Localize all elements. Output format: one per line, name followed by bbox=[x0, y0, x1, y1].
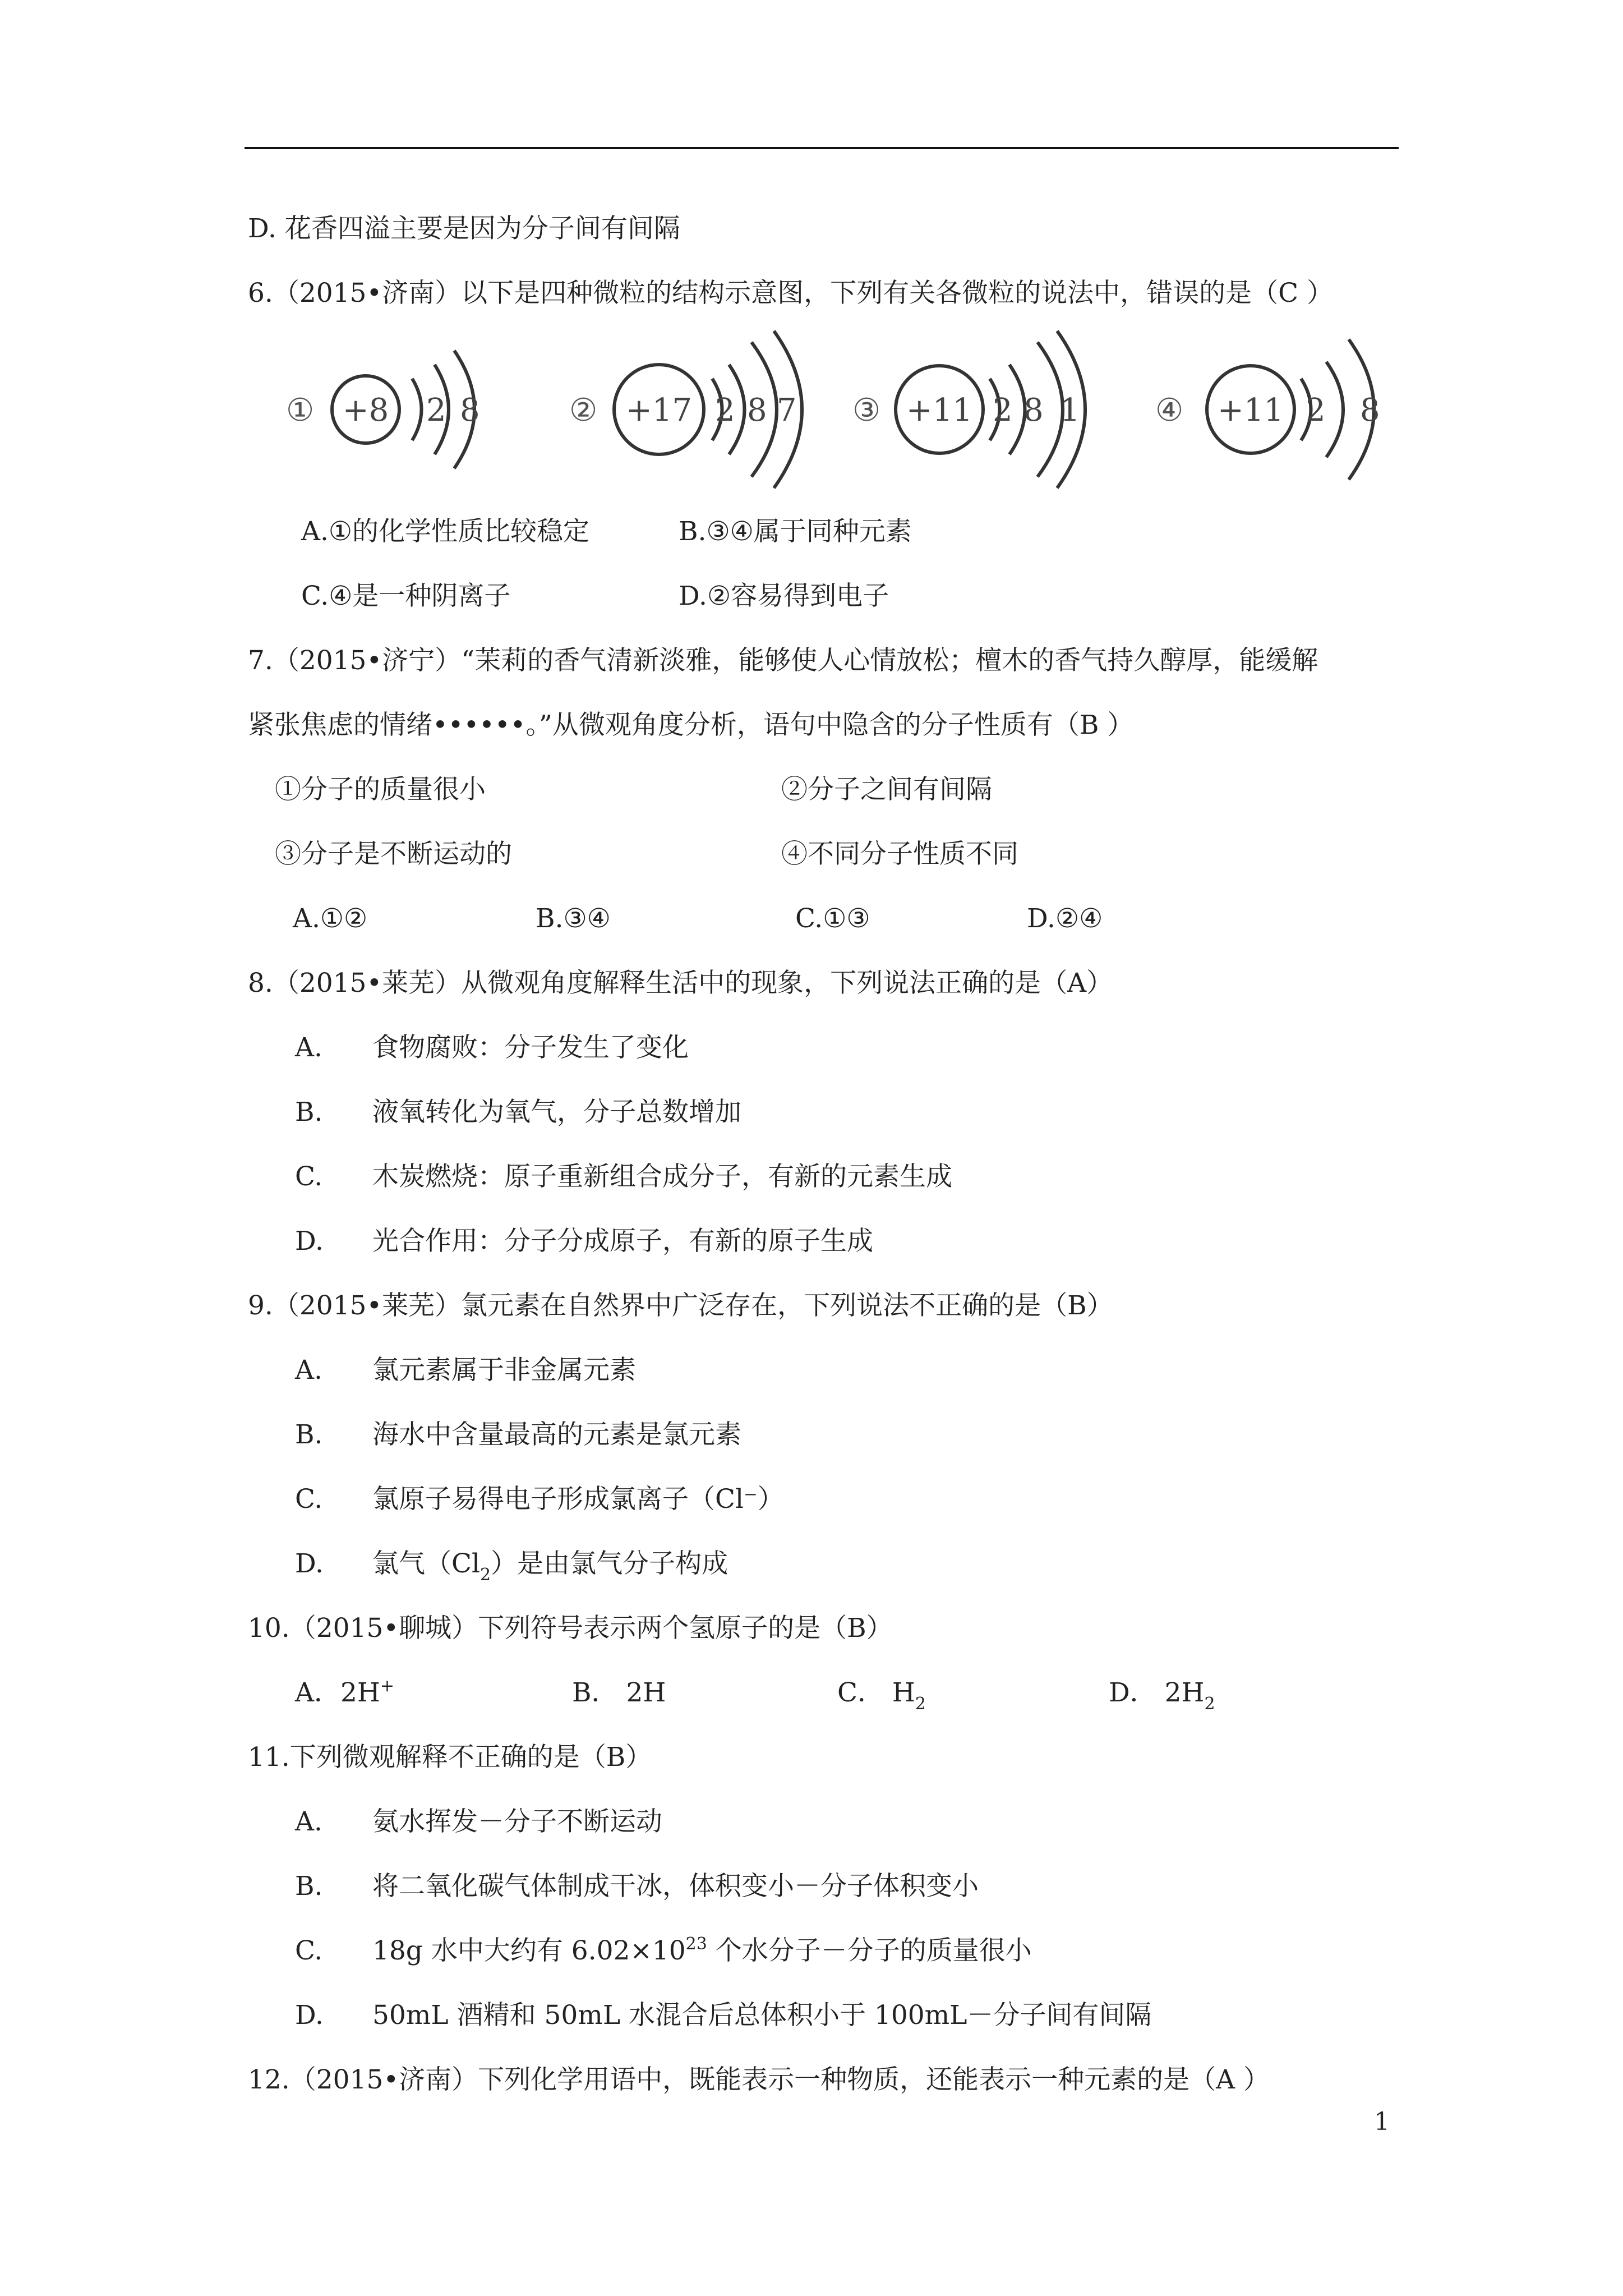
q9-option-b-text: 海水中含量最高的元素是氯元素 bbox=[372, 1419, 741, 1450]
q10-option-b: B． 2H bbox=[572, 1677, 666, 1708]
q8-option-b-letter: B. bbox=[295, 1097, 323, 1128]
shell-electrons: 8 bbox=[747, 392, 767, 429]
q10-option-d: D． $2H_2$ bbox=[1109, 1677, 1215, 1714]
shell-electrons: 2 bbox=[993, 392, 1013, 429]
particle-label: ③ bbox=[852, 392, 881, 429]
shell-electrons: 2 bbox=[426, 392, 446, 429]
q6-option-c: C.④是一种阴离子 bbox=[301, 581, 511, 611]
q11-option-d-letter: D. bbox=[295, 2000, 324, 2031]
q8-option-d-text: 光合作用：分子分成原子，有新的原子生成 bbox=[372, 1226, 873, 1257]
shell-electrons: 8 bbox=[460, 392, 480, 429]
atomic-structure-diagrams bbox=[286, 320, 1413, 494]
q6-stem: 6.（2015•济南）以下是四种微粒的结构示意图，下列有关各微粒的说法中，错误的是（C ） bbox=[248, 278, 1334, 309]
q7-item-4: ④不同分子性质不同 bbox=[781, 839, 1018, 869]
q7-stem-line-2: 紧张焦虑的情绪••••••。”从微观角度分析，语句中隐含的分子性质有（B ） bbox=[248, 710, 1134, 740]
q7-item-1: ①分子的质量很小 bbox=[275, 774, 486, 805]
page-number: 1 bbox=[1374, 2108, 1390, 2136]
q8-option-d-letter: D. bbox=[295, 1226, 324, 1257]
q9-option-a-text: 氯元素属于非金属元素 bbox=[372, 1355, 636, 1386]
q11-option-a-text: 氨水挥发－分子不断运动 bbox=[372, 1806, 662, 1837]
nucleus-charge: +11 bbox=[906, 392, 973, 429]
q11-option-b-letter: B. bbox=[295, 1871, 323, 1902]
q6-option-a: A.①的化学性质比较稳定 bbox=[301, 516, 590, 547]
q9-option-c-letter: C. bbox=[295, 1484, 323, 1515]
q6-option-b: B.③④属于同种元素 bbox=[679, 516, 912, 547]
nucleus-charge: +8 bbox=[342, 392, 389, 429]
q11-option-a-letter: A. bbox=[295, 1806, 322, 1837]
q11-option-d-text: 50mL 酒精和 50mL 水混合后总体积小于 100mL－分子间有间隔 bbox=[372, 2000, 1152, 2031]
q7-option-b: B.③④ bbox=[536, 903, 611, 934]
q7-option-a: A.①② bbox=[293, 903, 368, 934]
q8-option-b-text: 液氧转化为氧气，分子总数增加 bbox=[372, 1097, 741, 1128]
particle-label: ① bbox=[286, 392, 315, 429]
q7-item-3: ③分子是不断运动的 bbox=[275, 839, 512, 869]
q10-option-c: C． $H_2$ bbox=[837, 1677, 926, 1714]
q9-option-d-letter: D. bbox=[295, 1548, 324, 1579]
q9-option-c-text: 氯原子易得电子形成氯离子（Cl⁻） bbox=[372, 1484, 784, 1515]
q9-option-a-letter: A. bbox=[295, 1355, 322, 1386]
nucleus-charge: +17 bbox=[625, 392, 693, 429]
nucleus-charge: +11 bbox=[1217, 392, 1284, 429]
particle-label: ② bbox=[569, 392, 598, 429]
header-rule bbox=[245, 147, 1399, 149]
shell-electrons: 8 bbox=[1360, 392, 1380, 429]
q5-option-d: D. 花香四溢主要是因为分子间有间隔 bbox=[248, 213, 680, 244]
shell-electrons: 2 bbox=[715, 392, 735, 429]
q8-option-c-text: 木炭燃烧：原子重新组合成分子，有新的元素生成 bbox=[372, 1161, 952, 1192]
shell-electrons: 1 bbox=[1060, 392, 1080, 429]
q7-stem-line-1: 7.（2015•济宁）“茉莉的香气清新淡雅，能够使人心情放松；檀木的香气持久醇厚，能缓解 bbox=[248, 645, 1318, 676]
q7-option-c: C.①③ bbox=[795, 903, 870, 934]
particle-2-diagram bbox=[569, 331, 802, 488]
particle-3-diagram bbox=[852, 331, 1085, 488]
q8-option-c-letter: C. bbox=[295, 1161, 323, 1192]
q11-option-c-text: 18g 水中大约有 $6.02\times 10^{23}$ 个水分子－分子的质量很小 bbox=[372, 1934, 1032, 1966]
electron-shell-arc bbox=[1326, 362, 1343, 457]
q11-option-b-text: 将二氧化碳气体制成干冰，体积变小－分子体积变小 bbox=[372, 1871, 979, 1902]
particle-label: ④ bbox=[1155, 392, 1184, 429]
q9-option-d-text: 氯气$(Cl_2)$是由氯气分子构成 bbox=[372, 1548, 728, 1585]
electron-shell-arc bbox=[412, 379, 422, 440]
q6-option-d: D.②容易得到电子 bbox=[679, 581, 889, 611]
q8-option-a-text: 食物腐败：分子发生了变化 bbox=[372, 1032, 689, 1063]
q9-option-b-letter: B. bbox=[295, 1419, 323, 1450]
particle-4-diagram bbox=[1155, 339, 1380, 480]
q7-option-d: D.②④ bbox=[1027, 903, 1103, 934]
q9-stem: 9.（2015•莱芜）氯元素在自然界中广泛存在，下列说法不正确的是（B） bbox=[248, 1290, 1113, 1321]
shell-electrons: 8 bbox=[1023, 392, 1044, 429]
q7-item-2: ②分子之间有间隔 bbox=[781, 774, 992, 805]
particle-1-diagram bbox=[286, 351, 480, 468]
q11-stem: 11.下列微观解释不正确的是（B） bbox=[248, 1742, 652, 1773]
q8-stem: 8.（2015•莱芜）从微观角度解释生活中的现象，下列说法正确的是（A） bbox=[248, 968, 1113, 999]
q10-option-a: A．2H+ bbox=[295, 1676, 394, 1708]
shell-electrons: 7 bbox=[777, 392, 797, 429]
q12-stem: 12.（2015•济南）下列化学用语中，既能表示一种物质，还能表示一种元素的是（A ） bbox=[248, 2064, 1270, 2095]
q10-stem: 10.（2015•聊城）下列符号表示两个氢原子的是（B） bbox=[248, 1613, 893, 1644]
q8-option-a-letter: A. bbox=[295, 1032, 322, 1063]
q11-option-c-letter: C. bbox=[295, 1935, 323, 1966]
shell-electrons: 2 bbox=[1306, 392, 1326, 429]
